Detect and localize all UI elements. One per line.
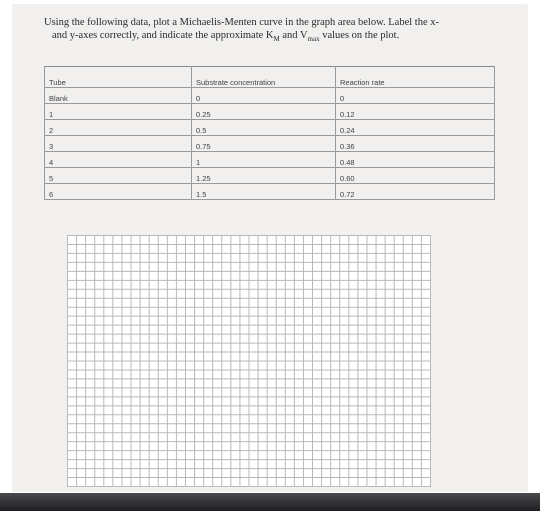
header-rate: Reaction rate — [336, 67, 495, 88]
cell-tube: 5 — [45, 168, 192, 184]
cell-substrate: 1 — [192, 152, 336, 168]
graph-area — [67, 235, 431, 487]
table-row — [45, 184, 495, 200]
cell-substrate: 0.75 — [192, 136, 336, 152]
instructions-line-2 — [44, 29, 504, 46]
cell-tube: 1 — [45, 104, 192, 120]
cell-substrate: 0 — [192, 88, 336, 104]
instructions-line-1: Using the following data, plot a Michaelis-Menten curve in the graph area below. Label the x- — [44, 17, 439, 28]
table-row — [45, 168, 495, 184]
cell-tube: 2 — [45, 120, 192, 136]
photo-edge-shadow — [0, 493, 540, 511]
table-row — [45, 104, 495, 120]
cell-rate: 0.36 — [336, 136, 495, 152]
graph-grid — [67, 235, 431, 487]
instructions-line-2-part-b: and V — [279, 30, 308, 41]
table-row — [45, 88, 495, 104]
cell-rate: 0.60 — [336, 168, 495, 184]
instructions-text — [44, 16, 504, 46]
instructions-line-2-part-a: and y-axes correctly, and indicate the approximate K — [52, 30, 274, 41]
cell-substrate: 0.25 — [192, 104, 336, 120]
cell-tube: Blank — [45, 88, 192, 104]
header-substrate: Substrate concentration — [192, 67, 336, 88]
instructions-line-2-part-c: values on the plot. — [319, 30, 400, 41]
vmax-subscript: max — [307, 35, 320, 44]
km-subscript: M — [273, 35, 280, 44]
cell-rate: 0.48 — [336, 152, 495, 168]
table-row — [45, 152, 495, 168]
cell-rate: 0.24 — [336, 120, 495, 136]
table-header-row — [45, 67, 495, 88]
table-row — [45, 136, 495, 152]
table-row — [45, 120, 495, 136]
cell-tube: 6 — [45, 184, 192, 200]
cell-substrate: 1.5 — [192, 184, 336, 200]
cell-substrate: 0.5 — [192, 120, 336, 136]
header-tube: Tube — [45, 67, 192, 88]
cell-rate: 0.72 — [336, 184, 495, 200]
data-table — [44, 66, 495, 200]
cell-rate: 0 — [336, 88, 495, 104]
cell-tube: 3 — [45, 136, 192, 152]
cell-substrate: 1.25 — [192, 168, 336, 184]
cell-tube: 4 — [45, 152, 192, 168]
cell-rate: 0.12 — [336, 104, 495, 120]
